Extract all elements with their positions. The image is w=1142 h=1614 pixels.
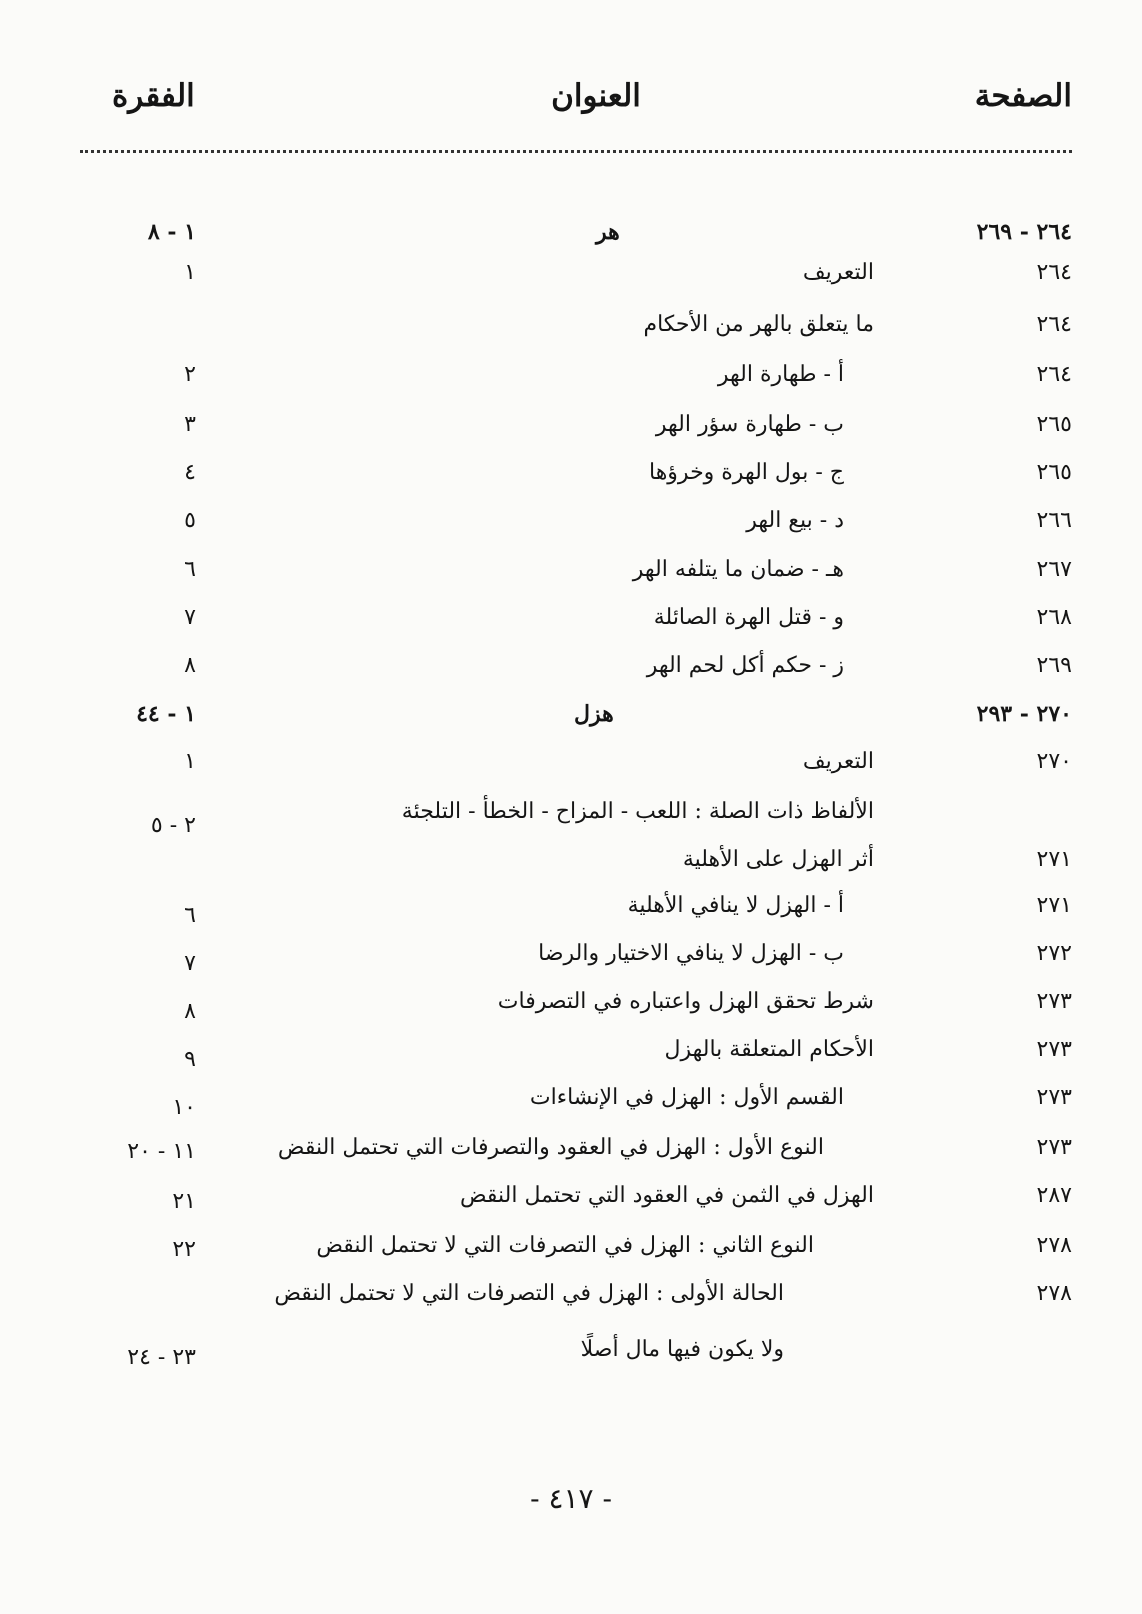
entry-page: ٢٦٧ [1036, 557, 1072, 582]
entry-title: الحالة الأولى : الهزل في التصرفات التي لا تحتمل النقض [274, 1281, 784, 1306]
entry-title: النوع الأول : الهزل في العقود والتصرفات التي تحتمل النقض [277, 1135, 824, 1160]
entry-title: ب - الهزل لا ينافي الاختيار والرضا [538, 941, 844, 966]
entry-paragraph: ٢ - ٥ [150, 813, 196, 838]
entry-page: ٢٦٦ [1036, 508, 1072, 533]
entry-title: د - بيع الهر [746, 508, 844, 533]
entry-page: ٢٦٨ [1036, 605, 1072, 630]
toc-entry [0, 982, 1142, 1022]
toc-entry [0, 305, 1142, 345]
toc-entry [0, 1324, 1142, 1370]
entry-title: ج - بول الهرة وخرؤها [649, 460, 844, 485]
toc-entry [0, 1176, 1142, 1216]
entry-paragraph: ٥ [184, 508, 196, 533]
entry-title: التعريف [802, 260, 874, 285]
entry-page: ٢٦٤ - ٢٦٩ [976, 219, 1072, 245]
entry-page: ٢٧٣ [1036, 989, 1072, 1014]
entry-paragraph: ٦ [184, 557, 196, 582]
entry-page: ٢٦٤ [1036, 312, 1072, 337]
toc-entry [0, 886, 1142, 926]
toc-entry [0, 501, 1142, 541]
entry-page: ٢٧٠ - ٢٩٣ [976, 701, 1072, 727]
entry-paragraph: ١ - ٤٤ [136, 701, 196, 727]
page-column-header: الصفحة [974, 78, 1072, 114]
toc-entry [0, 550, 1142, 590]
toc-entry [0, 742, 1142, 782]
entry-page: ٢٧٣ [1036, 1085, 1072, 1110]
entry-page: ٢٦٩ [1036, 653, 1072, 678]
entry-title: ب - طهارة سؤر الهر [655, 412, 844, 437]
entry-paragraph: ١١ - ٢٠ [127, 1139, 196, 1164]
entry-paragraph: ٧ [184, 605, 196, 630]
entry-title: هـ - ضمان ما يتلفه الهر [632, 557, 844, 582]
entry-paragraph: ٧ [184, 951, 196, 976]
entry-page: ٢٦٥ [1036, 412, 1072, 437]
entry-title: أ - طهارة الهر [717, 362, 844, 387]
toc-entry [0, 1128, 1142, 1168]
entry-title: النوع الثاني : الهزل في التصرفات التي لا تحتمل النقض [316, 1233, 814, 1258]
entry-paragraph: ٣ [184, 412, 196, 437]
entry-title: القسم الأول : الهزل في الإنشاءات [529, 1085, 844, 1110]
entry-paragraph: ٨ [184, 999, 196, 1024]
entry-title: هزل [574, 701, 614, 727]
toc-entry [0, 453, 1142, 493]
page-number: - ٤١٧ - [530, 1482, 612, 1515]
table-header [86, 78, 1072, 138]
entry-title: أثر الهزل على الأهلية [682, 847, 874, 872]
entry-paragraph: ١ [184, 260, 196, 285]
entry-page: ٢٧١ [1036, 847, 1072, 872]
paragraph-column-header: الفقرة [112, 78, 195, 114]
header-divider [80, 150, 1072, 153]
toc-entry [0, 1030, 1142, 1070]
entry-page: ٢٧٢ [1036, 941, 1072, 966]
entry-paragraph: ٨ [184, 653, 196, 678]
entry-paragraph: ٢ [184, 362, 196, 387]
toc-entry [0, 1274, 1142, 1314]
toc-entry [0, 253, 1142, 293]
entry-title: ما يتعلق بالهر من الأحكام [643, 312, 874, 337]
toc-entry [0, 646, 1142, 686]
entry-title: الهزل في الثمن في العقود التي تحتمل النقض [459, 1183, 874, 1208]
entry-title: ولا يكون فيها مال أصلًا [580, 1337, 784, 1362]
entry-page: ٢٦٤ [1036, 362, 1072, 387]
entry-title: ز - حكم أكل لحم الهر [646, 653, 844, 678]
toc-entry [0, 1078, 1142, 1118]
entry-paragraph: ١ [184, 749, 196, 774]
toc-entry [0, 1226, 1142, 1266]
entry-page: ٢٦٤ [1036, 260, 1072, 285]
entry-title: شرط تحقق الهزل واعتباره في التصرفات [497, 989, 874, 1014]
entry-title: أ - الهزل لا ينافي الأهلية [627, 893, 844, 918]
entry-paragraph: ١ - ٨ [147, 219, 196, 245]
entry-title: و - قتل الهرة الصائلة [653, 605, 844, 630]
entry-paragraph: ٦ [184, 903, 196, 928]
toc-entry [0, 934, 1142, 974]
entry-paragraph: ٤ [184, 460, 196, 485]
entry-title: الألفاظ ذات الصلة : اللعب - المزاح - الخطأ - التلجئة [401, 799, 874, 824]
entry-title: الأحكام المتعلقة بالهزل [664, 1037, 874, 1062]
toc-entry [0, 840, 1142, 880]
entry-page: ٢٨٧ [1036, 1183, 1072, 1208]
entry-paragraph: ٩ [184, 1047, 196, 1072]
entry-paragraph: ١٠ [172, 1095, 196, 1120]
entry-page: ٢٧٣ [1036, 1135, 1072, 1160]
toc-entry [0, 792, 1142, 838]
toc-entry [0, 355, 1142, 395]
entry-page: ٢٧٨ [1036, 1281, 1072, 1306]
toc-entry-heading [0, 694, 1142, 734]
entry-page: ٢٧٨ [1036, 1233, 1072, 1258]
toc-entry-heading [0, 212, 1142, 252]
entry-paragraph: ٢٣ - ٢٤ [127, 1345, 196, 1370]
entry-page: ٢٧٣ [1036, 1037, 1072, 1062]
entry-title: هر [596, 219, 620, 245]
entry-paragraph: ٢١ [172, 1189, 196, 1214]
entry-page: ٢٦٥ [1036, 460, 1072, 485]
entry-paragraph: ٢٢ [172, 1237, 196, 1262]
entry-page: ٢٧١ [1036, 893, 1072, 918]
title-column-header: العنوان [551, 78, 641, 114]
entry-page: ٢٧٠ [1036, 749, 1072, 774]
toc-entry [0, 598, 1142, 638]
entry-title: التعريف [802, 749, 874, 774]
toc-entry [0, 405, 1142, 445]
